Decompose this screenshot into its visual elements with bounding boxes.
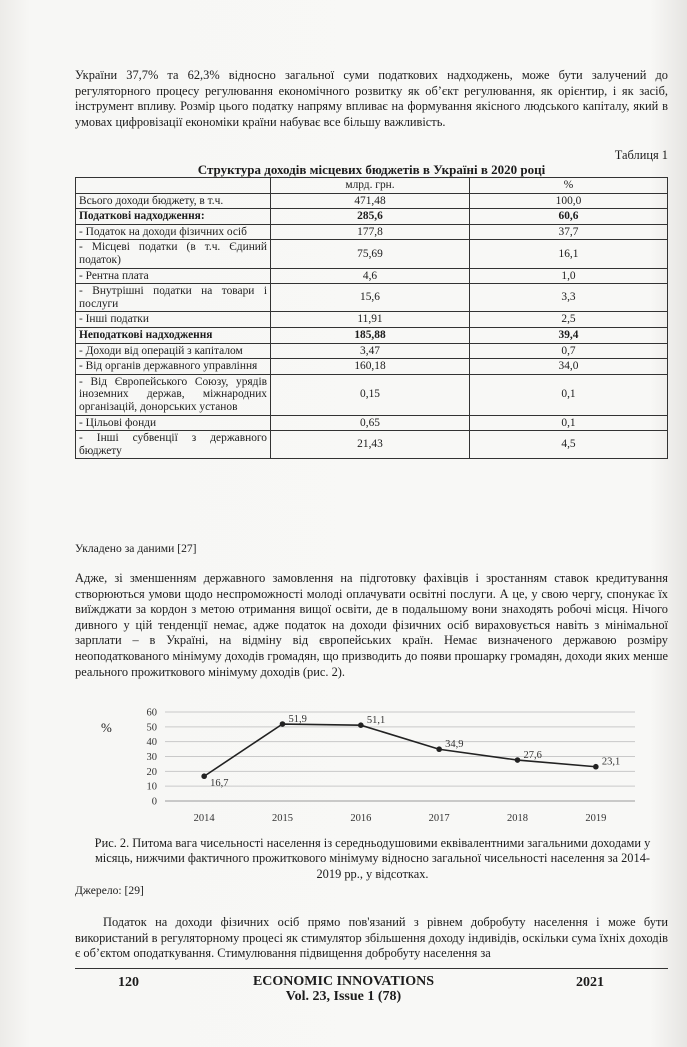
y-tick-label: 50 — [146, 722, 157, 734]
row-value: 11,91 — [271, 312, 470, 328]
table-row — [76, 209, 668, 225]
table-row — [76, 193, 668, 209]
row-percent: 16,1 — [470, 240, 668, 268]
y-tick-label: 20 — [146, 766, 157, 778]
table-source: Укладено за даними [27] — [75, 542, 197, 555]
row-value: 0,15 — [271, 374, 470, 415]
row-value: 285,6 — [271, 209, 470, 225]
table-row — [76, 240, 668, 268]
y-tick-label: 40 — [146, 737, 157, 749]
x-tick-label: 2015 — [272, 813, 293, 824]
footer-rule — [75, 968, 668, 969]
y-tick-label: 30 — [146, 752, 157, 763]
row-percent: 34,0 — [470, 359, 668, 375]
final-paragraph: Податок на доходи фізичних осіб прямо пов'язаний з рівнем добробуту населення і може бути використаний в регуляторному процесі як стимулятор збільшення доходу індивідів, оскільки сума їхніх доходів є об’єктом оподаткування. Стимулювання підвищення добробуту населення за — [75, 915, 668, 961]
data-point — [358, 722, 364, 728]
data-point — [201, 773, 207, 779]
row-value: 160,18 — [271, 359, 470, 375]
table-header-cell: млрд. грн. — [271, 178, 470, 194]
row-percent: 60,6 — [470, 209, 668, 225]
row-name: - Рентна плата — [76, 268, 271, 284]
row-name: Всього доходи бюджету, в т.ч. — [76, 193, 271, 209]
row-value: 4,6 — [271, 268, 470, 284]
x-tick-label: 2019 — [585, 813, 607, 824]
data-label: 51,9 — [288, 714, 307, 726]
row-value: 21,43 — [271, 431, 470, 459]
table-row — [76, 224, 668, 240]
row-value: 15,6 — [271, 284, 470, 312]
line-chart — [75, 700, 668, 830]
row-value: 75,69 — [271, 240, 470, 268]
data-point — [280, 721, 286, 727]
row-value: 185,88 — [271, 327, 470, 343]
row-percent: 0,7 — [470, 343, 668, 359]
row-name: - Від Європейського Союзу, урядів іноземних держав, міжнародних організацій, донорських установ — [76, 374, 271, 415]
figure-source: Джерело: [29] — [75, 884, 144, 897]
table-header-cell: % — [470, 178, 668, 194]
table-row — [76, 359, 668, 375]
y-tick-label: 0 — [151, 796, 157, 808]
row-percent: 2,5 — [470, 312, 668, 328]
footer-page-number: 120 — [118, 975, 139, 990]
row-percent: 0,1 — [470, 374, 668, 415]
data-point — [436, 746, 442, 752]
table-header-row — [76, 178, 668, 194]
x-tick-label: 2014 — [193, 813, 215, 824]
table-header-cell — [76, 178, 271, 194]
table-title: Структура доходів місцевих бюджетів в Україні в 2020 році — [197, 162, 546, 177]
row-percent: 37,7 — [470, 224, 668, 240]
row-name: - Податок на доходи фізичних осіб — [76, 224, 271, 240]
x-tick-label: 2018 — [507, 813, 528, 824]
y-tick-label: 60 — [146, 707, 157, 719]
x-tick-label: 2017 — [428, 813, 450, 824]
row-percent: 4,5 — [470, 431, 668, 459]
table-row — [76, 268, 668, 284]
y-axis-label: % — [101, 720, 112, 735]
row-value: 3,47 — [271, 343, 470, 359]
intro-paragraph: України 37,7% та 62,3% відносно загальної суми податкових надходжень, може бути залучений до регуляторного процесу регулювання економічного розвитку як об’єкт регулювання, як орієнтир, і як засіб, інструмент впливу. Розмір цього податку напряму впливає на формування якісного людського капіталу, який в умовах цифровізації економіки країни набуває все більшу важливість. — [75, 68, 668, 129]
row-name: - Доходи від операцій з капіталом — [76, 343, 271, 359]
footer-year: 2021 — [576, 975, 604, 990]
table-row — [76, 327, 668, 343]
data-point — [515, 757, 521, 763]
figure-caption: Рис. 2. Питома вага чисельності населення із середньодушовими еквівалентними загальними доходами у місяць, нижчими фактичного прожиткового мінімуму відносно загальної чисельності населення за 2014-2019 рр., у відсотках. — [94, 836, 651, 881]
row-value: 177,8 — [271, 224, 470, 240]
x-tick-label: 2016 — [350, 813, 372, 824]
data-label: 27,6 — [523, 750, 542, 762]
data-label: 23,1 — [601, 756, 621, 768]
table-row — [76, 431, 668, 459]
body-paragraph: Адже, зі зменшенням державного замовлення на підготовку фахівців і зростанням ставок кредитування створюються умови щодо неспроможності молоді оплачувати освітні послуги. А це, у свою чергу, спонукає їх виїжджати за кордон з метою отримання вищої освіти, де в подальшому вони знаходять робочі місця. Нічого дивного у цій тенденції немає, адже податок на доходи фізичних осіб вираховується навіть з мінімальної зарплати – в Україні, на відміну від європейських країн. Немає визначеного державою розміру неоподаткованого мінімуму доходів громадян, що призводить до появи прошарку громадян, доходи яких менше реального прожиткового мінімуму доходів (рис. 2). — [75, 571, 668, 679]
table-row — [76, 374, 668, 415]
data-label: 51,1 — [366, 715, 386, 727]
y-tick-label: 10 — [146, 781, 157, 793]
row-name: - Внутрішні податки на товари і послуги — [76, 284, 271, 312]
table-row — [76, 284, 668, 312]
table-row — [76, 343, 668, 359]
row-name: - Місцеві податки (в т.ч. Єдиний податок) — [76, 240, 271, 268]
table-row — [76, 312, 668, 328]
row-percent: 1,0 — [470, 268, 668, 284]
row-percent: 100,0 — [470, 193, 668, 209]
table-label: Таблиця 1 — [614, 148, 668, 162]
row-name: - Інші субвенції з державного бюджету — [76, 431, 271, 459]
row-percent: 0,1 — [470, 415, 668, 431]
row-name: - Від органів державного управління — [76, 359, 271, 375]
row-value: 0,65 — [271, 415, 470, 431]
row-percent: 3,3 — [470, 284, 668, 312]
budget-table — [75, 177, 668, 459]
footer-journal: ECONOMIC INNOVATIONS — [252, 974, 435, 989]
table-row — [76, 415, 668, 431]
row-name: Неподаткові надходження — [76, 327, 271, 343]
row-name: - Інші податки — [76, 312, 271, 328]
row-percent: 39,4 — [470, 327, 668, 343]
data-point — [593, 764, 599, 770]
data-label: 34,9 — [445, 739, 464, 751]
footer-issue: Vol. 23, Issue 1 (78) — [285, 989, 402, 1004]
row-value: 471,48 — [271, 193, 470, 209]
row-name: Податкові надходження: — [76, 209, 271, 225]
row-name: - Цільові фонди — [76, 415, 271, 431]
data-label: 16,7 — [210, 778, 229, 790]
